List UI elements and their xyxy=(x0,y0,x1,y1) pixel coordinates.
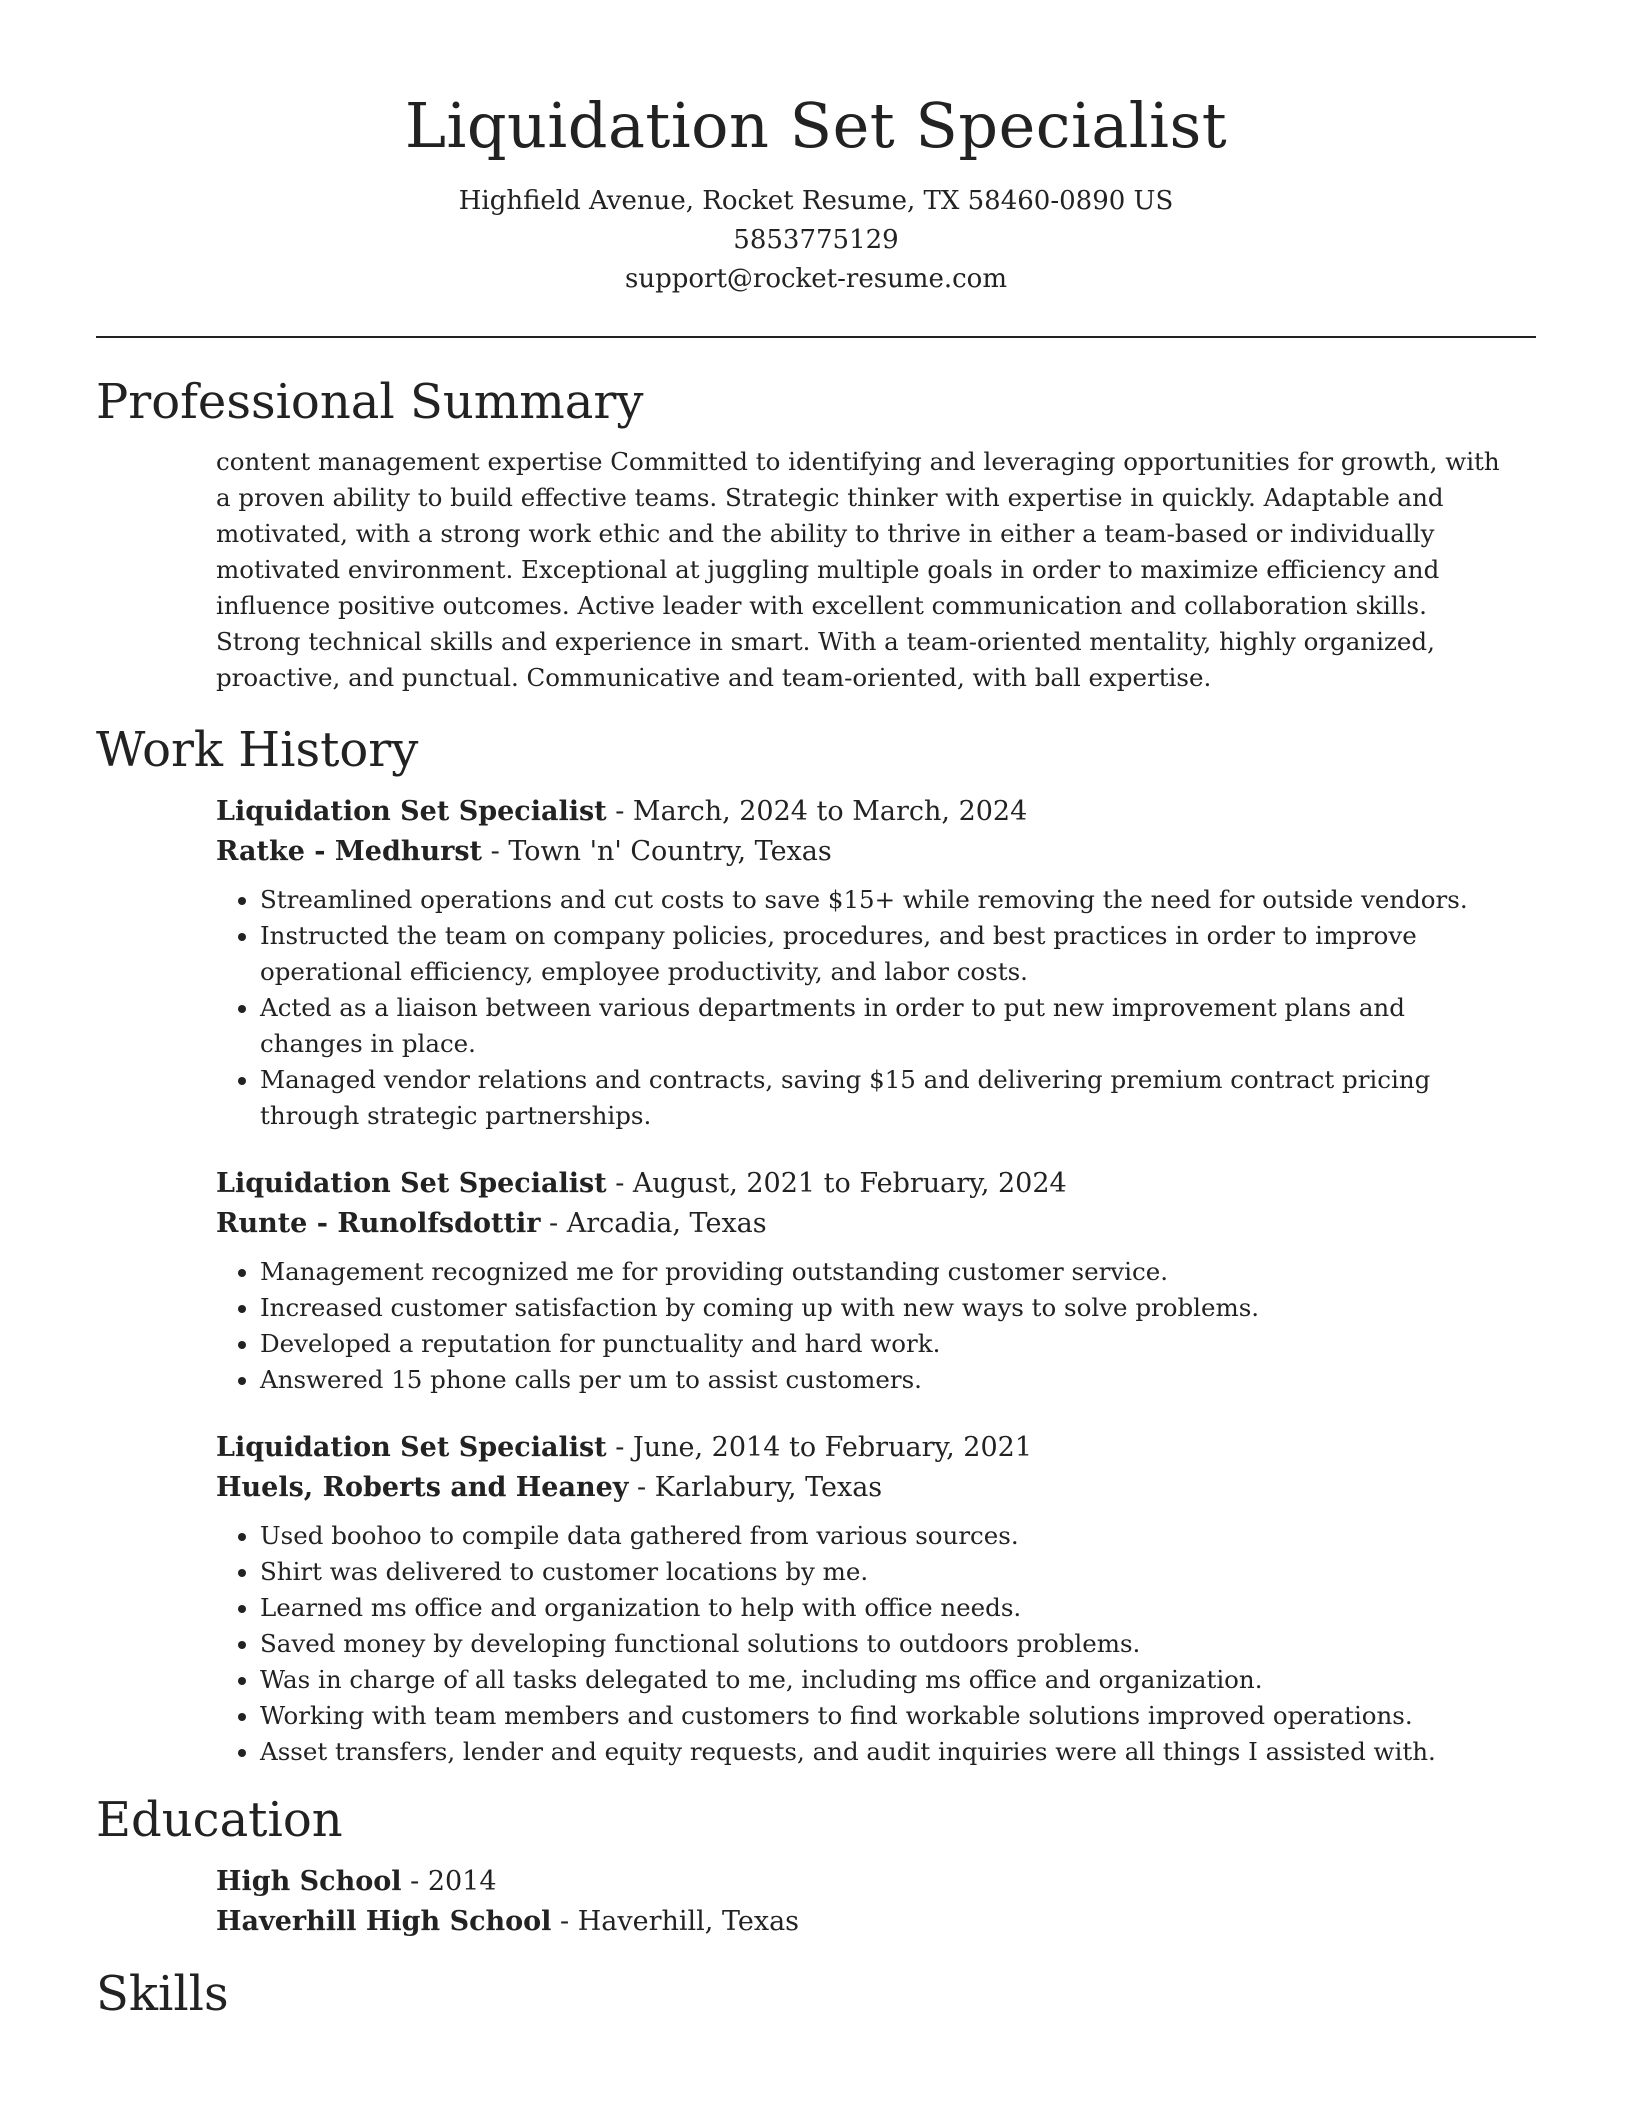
job-bullet: • Streamlined operations and cut costs to save $15+ while removing the need for outside vendors. xyxy=(260,882,1512,918)
summary-text: content management expertise Committed to identifying and leveraging opportunities for growth, with a proven ability to build effective teams. Strategic thinker with expertise in quickly. Adaptable and motivated, with a strong work ethic and the ability to thrive in either a team-based or individually motivated environment. Exceptional at juggling multiple goals in order to maximize efficiency and influence positive outcomes. Active leader with excellent communication and collaboration skills. Strong technical skills and experience in smart. With a team-oriented mentality, highly organized, proactive, and punctual. Communicative and team-oriented, with ball expertise. xyxy=(216,447,1500,692)
education-year: - 2014 xyxy=(401,1866,497,1897)
education-section xyxy=(96,1788,1536,1942)
job-bullet: • Used boohoo to compile data gathered from various sources. xyxy=(260,1518,1512,1554)
job-bullet: • Answered 15 phone calls per um to assist customers. xyxy=(260,1362,1512,1398)
skills-section xyxy=(96,1962,1536,2026)
phone: 5853775129 xyxy=(733,225,899,255)
job-bullet: • Learned ms office and organization to help with office needs. xyxy=(260,1590,1512,1626)
email: support@rocket-resume.com xyxy=(624,264,1007,294)
address: Highfield Avenue, Rocket Resume, TX 58460-0890 US xyxy=(458,186,1174,216)
job-bullets xyxy=(216,1518,1512,1770)
summary-section xyxy=(96,370,1536,696)
job-title: Liquidation Set Specialist xyxy=(216,1432,607,1463)
candidate-name: Liquidation Set Specialist xyxy=(404,89,1228,162)
education-degree: High School xyxy=(216,1866,402,1897)
job-bullets xyxy=(216,1254,1512,1398)
job-dates: - March, 2024 to March, 2024 xyxy=(606,796,1028,827)
job-bullets xyxy=(216,882,1512,1134)
work-history-section xyxy=(96,718,1536,1770)
job-bullet: • Saved money by developing functional solutions to outdoors problems. xyxy=(260,1626,1512,1662)
job-company: Huels, Roberts and Heaney xyxy=(216,1472,629,1503)
job-bullet: • Was in charge of all tasks delegated to me, including ms office and organization. xyxy=(260,1662,1512,1698)
job-location: - Arcadia, Texas xyxy=(540,1208,767,1239)
job-dates: - June, 2014 to February, 2021 xyxy=(606,1432,1033,1463)
education-heading: Education xyxy=(96,1792,343,1848)
job-company: Runte - Runolfsdottir xyxy=(216,1208,541,1239)
job-bullet: • Developed a reputation for punctuality and hard work. xyxy=(260,1326,1512,1362)
job-bullet: • Working with team members and customers to find workable solutions improved operations. xyxy=(260,1698,1512,1734)
job-company: Ratke - Medhurst xyxy=(216,836,483,867)
job-entry xyxy=(216,1428,1512,1770)
job-entry xyxy=(216,1164,1512,1398)
summary-heading: Professional Summary xyxy=(96,374,644,430)
job-bullet: • Management recognized me for providing outstanding customer service. xyxy=(260,1254,1512,1290)
job-dates: - August, 2021 to February, 2024 xyxy=(606,1168,1067,1199)
work-history-heading: Work History xyxy=(96,722,419,778)
job-title: Liquidation Set Specialist xyxy=(216,1168,607,1199)
education-location: - Haverhill, Texas xyxy=(551,1906,800,1937)
job-bullet: • Shirt was delivered to customer locations by me. xyxy=(260,1554,1512,1590)
education-school: Haverhill High School xyxy=(216,1906,552,1937)
resume-page xyxy=(96,0,1536,2026)
skills-heading: Skills xyxy=(96,1966,229,2022)
job-entry xyxy=(216,792,1512,1134)
header-divider xyxy=(96,336,1536,338)
job-location: - Town 'n' Country, Texas xyxy=(482,836,832,867)
resume-header xyxy=(96,0,1536,299)
job-bullet: • Increased customer satisfaction by coming up with new ways to solve problems. xyxy=(260,1290,1512,1326)
job-bullet: • Acted as a liaison between various departments in order to put new improvement plans and changes in place. xyxy=(260,990,1512,1062)
job-bullet: • Instructed the team on company policies, procedures, and best practices in order to improve operational efficiency, employee productivity, and labor costs. xyxy=(260,918,1512,990)
job-location: - Karlabury, Texas xyxy=(628,1472,883,1503)
job-bullet: • Asset transfers, lender and equity requests, and audit inquiries were all things I assisted with. xyxy=(260,1734,1512,1770)
job-title: Liquidation Set Specialist xyxy=(216,796,607,827)
job-bullet: • Managed vendor relations and contracts, saving $15 and delivering premium contract pricing through strategic partnerships. xyxy=(260,1062,1512,1134)
